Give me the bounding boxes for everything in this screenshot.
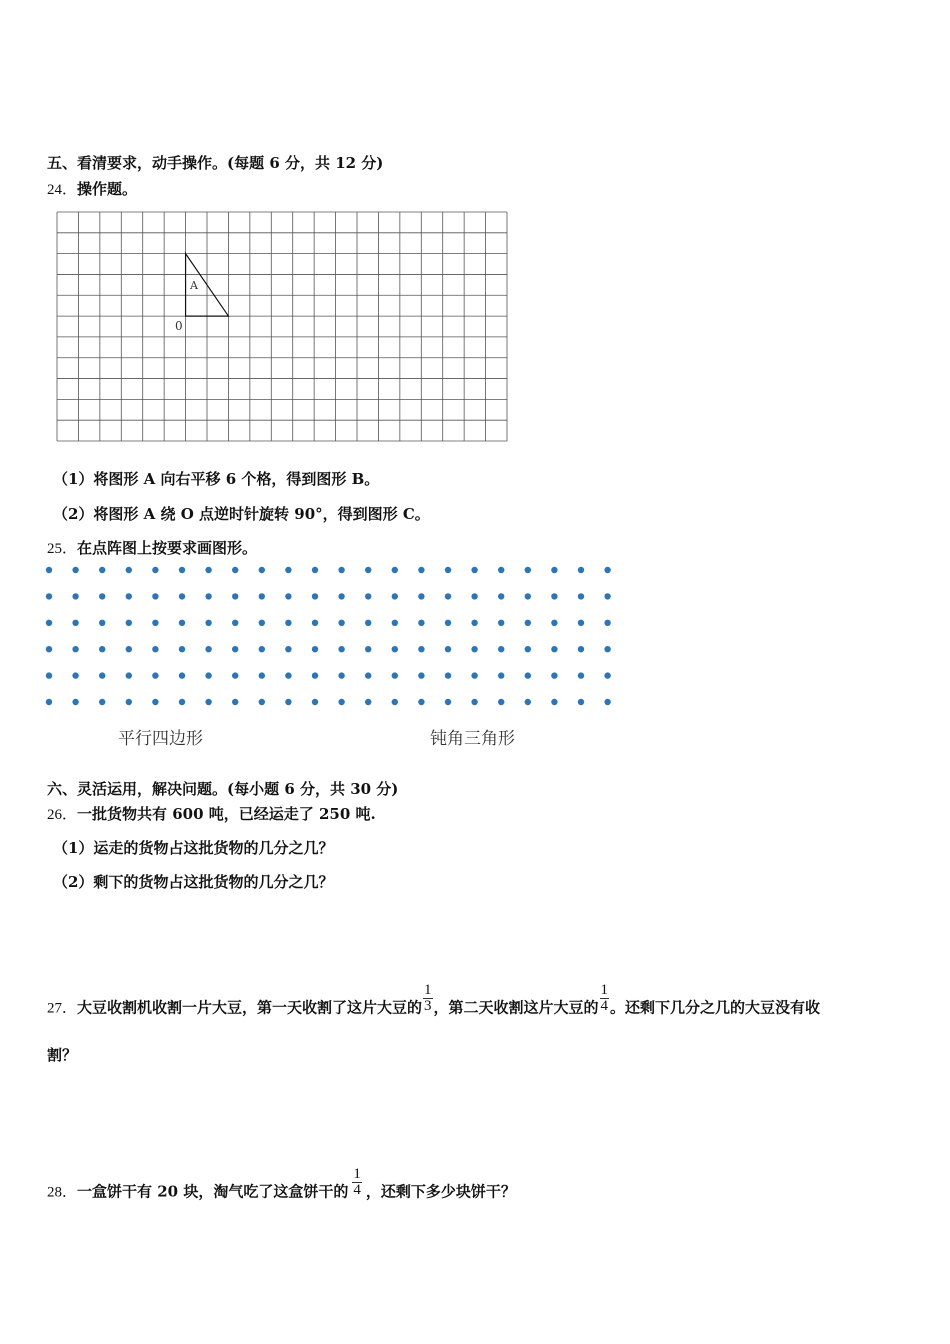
lattice-dot (445, 646, 451, 652)
lattice-dot (312, 672, 318, 678)
lattice-dot (312, 593, 318, 599)
question-text: 操作题。 (77, 180, 138, 198)
lattice-dot (179, 620, 185, 626)
lattice-dot (99, 646, 105, 652)
label-obtuse-triangle: 钝角三角形 (430, 729, 515, 749)
question-26-sub-1: （1）运走的货物占这批货物的几分之几？ (53, 839, 334, 857)
lattice-dot (259, 699, 265, 705)
lattice-dot (72, 620, 78, 626)
lattice-dot (312, 567, 318, 573)
lattice-dot (285, 699, 291, 705)
lattice-dot (232, 699, 238, 705)
question-number: 27． (47, 1000, 78, 1017)
lattice-dot (232, 567, 238, 573)
section-5-title: 五、看清要求，动手操作。(每题 6 分，共 12 分) (47, 154, 384, 172)
lattice-dot (72, 593, 78, 599)
lattice-dot (471, 567, 477, 573)
lattice-dot (72, 646, 78, 652)
lattice-dot (99, 699, 105, 705)
fraction-numerator: 1 (600, 982, 609, 998)
lattice-dot (471, 672, 477, 678)
question-text: 一批货物共有 600 吨，已经运走了 250 吨. (77, 805, 376, 823)
lattice-dot (392, 699, 398, 705)
question-26-sub-2: （2）剩下的货物占这批货物的几分之几？ (53, 873, 334, 891)
question-number: 24． (47, 182, 78, 198)
lattice-dot (338, 620, 344, 626)
question-text: 在点阵图上按要求画图形。 (77, 539, 258, 557)
lattice-dot (72, 672, 78, 678)
fraction-denominator: 3 (424, 998, 432, 1014)
lattice-dot (498, 620, 504, 626)
lattice-dot (392, 567, 398, 573)
lattice-dot (445, 672, 451, 678)
lattice-dot (285, 567, 291, 573)
question-text-part-1: 一盒饼干有 20 块，淘气吃了这盒饼干的 (77, 1182, 349, 1201)
question-25 (47, 537, 257, 558)
lattice-dot (72, 567, 78, 573)
lattice-dot (126, 699, 132, 705)
lattice-dot (259, 593, 265, 599)
lattice-dot (232, 646, 238, 652)
lattice-dot (551, 620, 557, 626)
lattice-dot (418, 672, 424, 678)
lattice-dot (498, 567, 504, 573)
lattice-dot (205, 620, 211, 626)
lattice-dot (179, 593, 185, 599)
lattice-dot (471, 699, 477, 705)
lattice-dot (445, 567, 451, 573)
lattice-dot (498, 699, 504, 705)
lattice-dot (285, 646, 291, 652)
lattice-dot (46, 699, 52, 705)
lattice-dot (205, 593, 211, 599)
lattice-dot (471, 593, 477, 599)
lattice-dot (392, 646, 398, 652)
lattice-dot (312, 646, 318, 652)
lattice-dot (232, 620, 238, 626)
lattice-dot (205, 699, 211, 705)
lattice-dot (471, 620, 477, 626)
point-label-o: 0 (175, 319, 183, 333)
label-parallelogram: 平行四边形 (118, 729, 203, 749)
lattice-dot (525, 620, 531, 626)
lattice-dot (152, 567, 158, 573)
lattice-dot (259, 567, 265, 573)
lattice-dot (418, 567, 424, 573)
lattice-dot (259, 646, 265, 652)
lattice-dot (365, 699, 371, 705)
lattice-dot (604, 567, 610, 573)
lattice-dot (604, 593, 610, 599)
lattice-dot (578, 620, 584, 626)
lattice-dot (578, 699, 584, 705)
lattice-dot (525, 646, 531, 652)
lattice-dot (126, 672, 132, 678)
lattice-dot (312, 699, 318, 705)
fraction-denominator: 4 (600, 998, 609, 1014)
lattice-dot (338, 672, 344, 678)
lattice-dot (152, 672, 158, 678)
lattice-dot (445, 699, 451, 705)
lattice-dot (604, 620, 610, 626)
section-6-title: 六、灵活运用，解决问题。(每小题 6 分，共 30 分) (47, 780, 399, 798)
fraction-one-quarter (352, 1167, 362, 1198)
question-27 (47, 982, 821, 1024)
lattice-dot (99, 593, 105, 599)
lattice-dot (152, 593, 158, 599)
lattice-dot (392, 593, 398, 599)
lattice-dot (46, 646, 52, 652)
lattice-dot (392, 672, 398, 678)
dot-grid (40, 562, 620, 712)
lattice-dot (551, 646, 557, 652)
lattice-dot (525, 699, 531, 705)
lattice-dot (338, 567, 344, 573)
question-24 (47, 178, 137, 199)
lattice-dot (205, 646, 211, 652)
lattice-dot (99, 567, 105, 573)
lattice-dot (179, 672, 185, 678)
lattice-dot (179, 646, 185, 652)
lattice-dot (604, 646, 610, 652)
fraction-denominator: 4 (353, 1182, 361, 1198)
fraction-numerator: 1 (353, 1166, 361, 1182)
question-text-part-1: 大豆收割机收割一片大豆，第一天收割了这片大豆的 (77, 998, 423, 1017)
lattice-dot (152, 646, 158, 652)
question-24-sub-1: （1）将图形 A 向右平移 6 个格，得到图形 B。 (53, 470, 380, 488)
question-text-part-2: ，还剩下多少块饼干？ (365, 1182, 516, 1201)
lattice-dot (338, 593, 344, 599)
lattice-dot (338, 699, 344, 705)
question-28 (47, 1166, 516, 1208)
question-text-part-2: ，第二天收割这片大豆的 (433, 998, 599, 1017)
lattice-dot (525, 567, 531, 573)
question-number: 28． (47, 1184, 78, 1201)
lattice-dot (418, 646, 424, 652)
lattice-dot (604, 672, 610, 678)
lattice-dot (365, 567, 371, 573)
lattice-dot (72, 699, 78, 705)
question-24-sub-2: （2）将图形 A 绕 O 点逆时针旋转 90°，得到图形 C。 (53, 505, 430, 523)
lattice-dot (498, 672, 504, 678)
lattice-dot (232, 672, 238, 678)
lattice-dot (126, 620, 132, 626)
lattice-dot (551, 567, 557, 573)
lattice-dot (126, 593, 132, 599)
lattice-dot (152, 699, 158, 705)
lattice-dot (365, 672, 371, 678)
lattice-dot (471, 646, 477, 652)
lattice-dot (525, 593, 531, 599)
lattice-dot (498, 593, 504, 599)
lattice-dot (338, 646, 344, 652)
lattice-dot (285, 620, 291, 626)
lattice-dot (365, 593, 371, 599)
lattice-dot (445, 620, 451, 626)
question-27-continuation: 割？ (47, 1046, 78, 1064)
fraction-one-quarter (600, 983, 610, 1014)
lattice-dot (205, 672, 211, 678)
question-number: 25． (47, 541, 78, 557)
lattice-dot (259, 672, 265, 678)
lattice-dot (285, 593, 291, 599)
lattice-dot (232, 593, 238, 599)
lattice-dot (365, 646, 371, 652)
lattice-dot (551, 699, 557, 705)
lattice-dot (551, 672, 557, 678)
lattice-dot (604, 699, 610, 705)
lattice-dot (46, 620, 52, 626)
lattice-dot (578, 593, 584, 599)
lattice-dot (126, 567, 132, 573)
fraction-one-third (423, 983, 433, 1014)
lattice-dot (179, 699, 185, 705)
lattice-dot (365, 620, 371, 626)
lattice-dot (578, 672, 584, 678)
lattice-dot (418, 593, 424, 599)
lattice-dot (578, 646, 584, 652)
fraction-numerator: 1 (424, 982, 432, 998)
lattice-dot (46, 593, 52, 599)
lattice-dot (498, 646, 504, 652)
lattice-dot (551, 593, 557, 599)
square-grid (56, 211, 508, 443)
lattice-dot (205, 567, 211, 573)
lattice-dot (46, 672, 52, 678)
question-26 (47, 803, 376, 824)
lattice-dot (99, 672, 105, 678)
lattice-dot (418, 620, 424, 626)
lattice-dot (179, 567, 185, 573)
lattice-dot (259, 620, 265, 626)
lattice-dot (152, 620, 158, 626)
lattice-dot (445, 593, 451, 599)
lattice-dot (46, 567, 52, 573)
lattice-dot (578, 567, 584, 573)
lattice-dot (525, 672, 531, 678)
question-text-part-3: 。还剩下几分之几的大豆没有收 (610, 998, 821, 1017)
lattice-dot (285, 672, 291, 678)
lattice-dot (126, 646, 132, 652)
lattice-dot (99, 620, 105, 626)
lattice-dot (312, 620, 318, 626)
shape-label-a: A (190, 279, 198, 292)
lattice-dot (392, 620, 398, 626)
question-number: 26． (47, 807, 78, 823)
lattice-dot (418, 699, 424, 705)
